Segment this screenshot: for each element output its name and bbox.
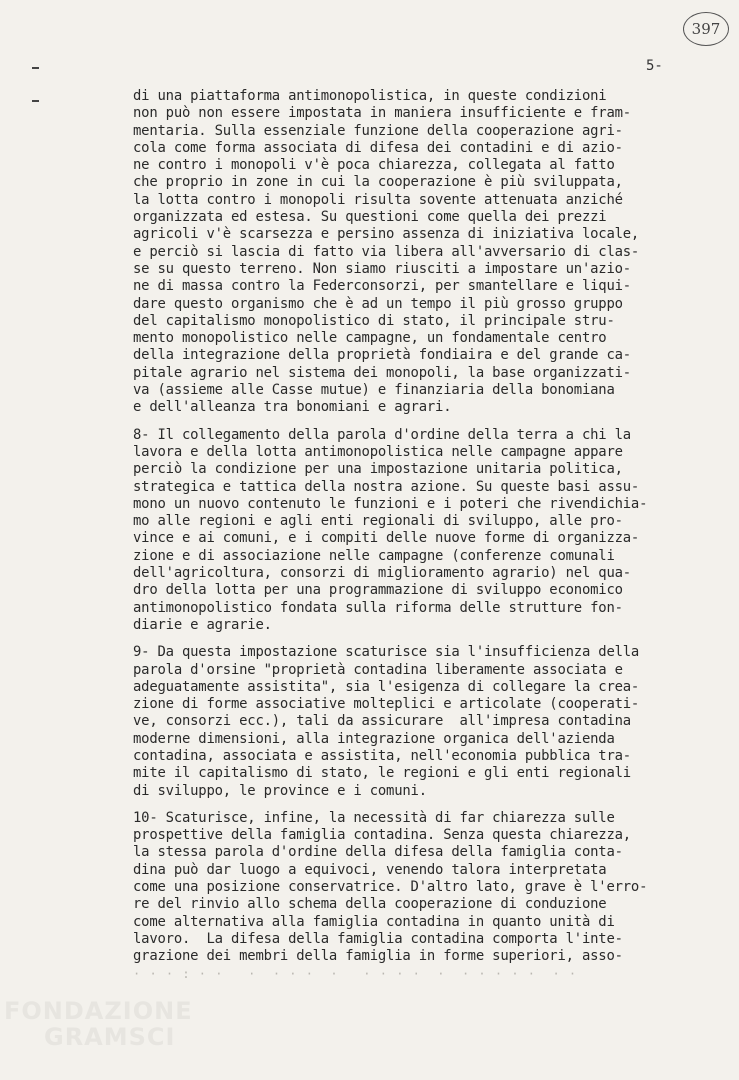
text-line: lavora e della lotta antimonopolistica nelle campagne appare: [133, 443, 623, 460]
text-line: mento monopolistico nelle campagne, un fondamentale centro: [133, 330, 607, 347]
text-line: prospettive della famiglia contadina. Senza questa chiarezza,: [133, 827, 631, 844]
margin-mark: [32, 100, 39, 102]
text-line: dell'agricoltura, consorzi di miglioramento agrario) nel qua-: [133, 565, 631, 582]
text-line: 10- Scaturisce, infine, la necessità di far chiarezza sulle: [133, 809, 615, 826]
text-line: grazione dei membri della famiglia in forme superiori, asso-: [133, 948, 623, 965]
text-line: mentaria. Sulla essenziale funzione della cooperazione agri-: [133, 122, 623, 139]
text-line: zione di forme associative molteplici e articolate (cooperati-: [133, 696, 640, 713]
paragraph: [133, 644, 708, 800]
text-line: 9- Da questa impostazione scaturisce sia l'insufficienza della: [133, 644, 640, 661]
text-line: come una posizione conservatrice. D'altro lato, grave è l'erro-: [133, 879, 648, 896]
text-line: parola d'orsine "proprietà contadina liberamente associata e: [133, 661, 623, 678]
text-line: mo alle regioni e agli enti regionali di sviluppo, alle pro-: [133, 513, 623, 530]
text-line: e dell'alleanza tra bonomiani e agrari.: [133, 399, 452, 416]
text-line: di una piattaforma antimonopolistica, in queste condizioni: [133, 88, 607, 104]
text-line: pitale agrario nel sistema dei monopoli, la base organizzati-: [133, 364, 631, 381]
text-line: che proprio in zone in cui la cooperazione è più sviluppata,: [133, 174, 623, 191]
text-line: lavoro. La difesa della famiglia contadina comporta l'inte-: [133, 930, 623, 947]
text-line: della integrazione della proprietà fondiaira e del grande ca-: [133, 347, 631, 364]
paragraph: [133, 810, 708, 966]
text-line: come alternativa alla famiglia contadina in quanto unità di: [133, 913, 615, 930]
text-line: e perciò si lascia di fatto via libera all'avversario di clas-: [133, 243, 640, 260]
text-line: mono un nuovo contenuto le funzioni e i poteri che rivendichia-: [133, 495, 648, 512]
watermark-line: GRAMSCI: [44, 1023, 176, 1051]
text-line: non può non essere impostata in maniera insufficiente e fram-: [133, 105, 631, 122]
text-line: va (assieme alle Casse mutue) e finanziaria della bonomiana: [133, 382, 615, 399]
archive-number: 397: [691, 20, 721, 38]
text-line: di sviluppo, le province e i comuni.: [133, 782, 427, 799]
text-line: dina può dar luogo a equivoci, venendo talora interpretata: [133, 861, 607, 878]
text-line: strategica e tattica della nostra azione. Su queste basi assu-: [133, 478, 640, 495]
text-line: zione e di associazione nelle campagne (conferenze comunali: [133, 547, 615, 564]
archive-number-stamp: [683, 12, 729, 46]
text-line: 8- Il collegamento della parola d'ordine della terra a chi la: [133, 426, 631, 443]
page-number: 5-: [646, 58, 663, 74]
text-line: agricoli v'è scarsezza e persino assenza di iniziativa locale,: [133, 226, 640, 243]
text-line: cola come forma associata di difesa dei contadini e di azio-: [133, 139, 623, 156]
text-line: dare questo organismo che è ad un tempo il più grosso gruppo: [133, 295, 623, 312]
text-line: la lotta contro i monopoli risulta sovente attenuata anziché: [133, 191, 623, 208]
text-line: la stessa parola d'ordine della difesa della famiglia conta-: [133, 844, 623, 861]
text-line: mite il capitalismo di stato, le regioni e gli enti regionali: [133, 765, 631, 782]
watermark-line: FONDAZIONE: [4, 997, 193, 1025]
text-line: ne di massa contro la Federconsorzi, per smantellare e liqui-: [133, 278, 631, 295]
text-line: dro della lotta per una programmazione di sviluppo economico: [133, 582, 623, 599]
text-line: organizzata ed estesa. Su questioni come quella dei prezzi: [133, 209, 607, 226]
text-line: se su questo terreno. Non siamo riusciti a impostare un'azio-: [133, 260, 631, 277]
text-line: del capitalismo monopolistico di stato, il principale stru-: [133, 312, 615, 329]
text-line: ve, consorzi ecc.), tali da assicurare all'impresa contadina: [133, 713, 631, 730]
document-body: [133, 88, 708, 976]
text-line: ne contro i monopoli v'è poca chiarezza, collegata al fatto: [133, 157, 615, 174]
fondazione-gramsci-watermark: [4, 998, 193, 1050]
paragraph: [133, 427, 708, 635]
text-line: antimonopolistico fondata sulla riforma delle strutture fon-: [133, 599, 623, 616]
text-line: diarie e agrarie.: [133, 616, 272, 633]
text-line: contadina, associata e assistita, nell'economia pubblica tra-: [133, 747, 631, 764]
text-line: moderne dimensioni, alla integrazione organica dell'azienda: [133, 730, 615, 747]
text-line: re del rinvio allo schema della cooperazione di conduzione: [133, 896, 607, 913]
text-line: perciò la condizione per una impostazione unitaria politica,: [133, 461, 623, 478]
margin-mark: [32, 67, 39, 69]
text-line: vince e ai comuni, e i compiti delle nuove forme di organizza-: [133, 530, 640, 547]
bleed-through-text: · · · : · · · · · · · · · · · · · · · · · · ·: [133, 967, 578, 981]
paragraph: [133, 88, 708, 417]
text-line: adeguatamente assistita", sia l'esigenza di collegare la crea-: [133, 678, 640, 695]
